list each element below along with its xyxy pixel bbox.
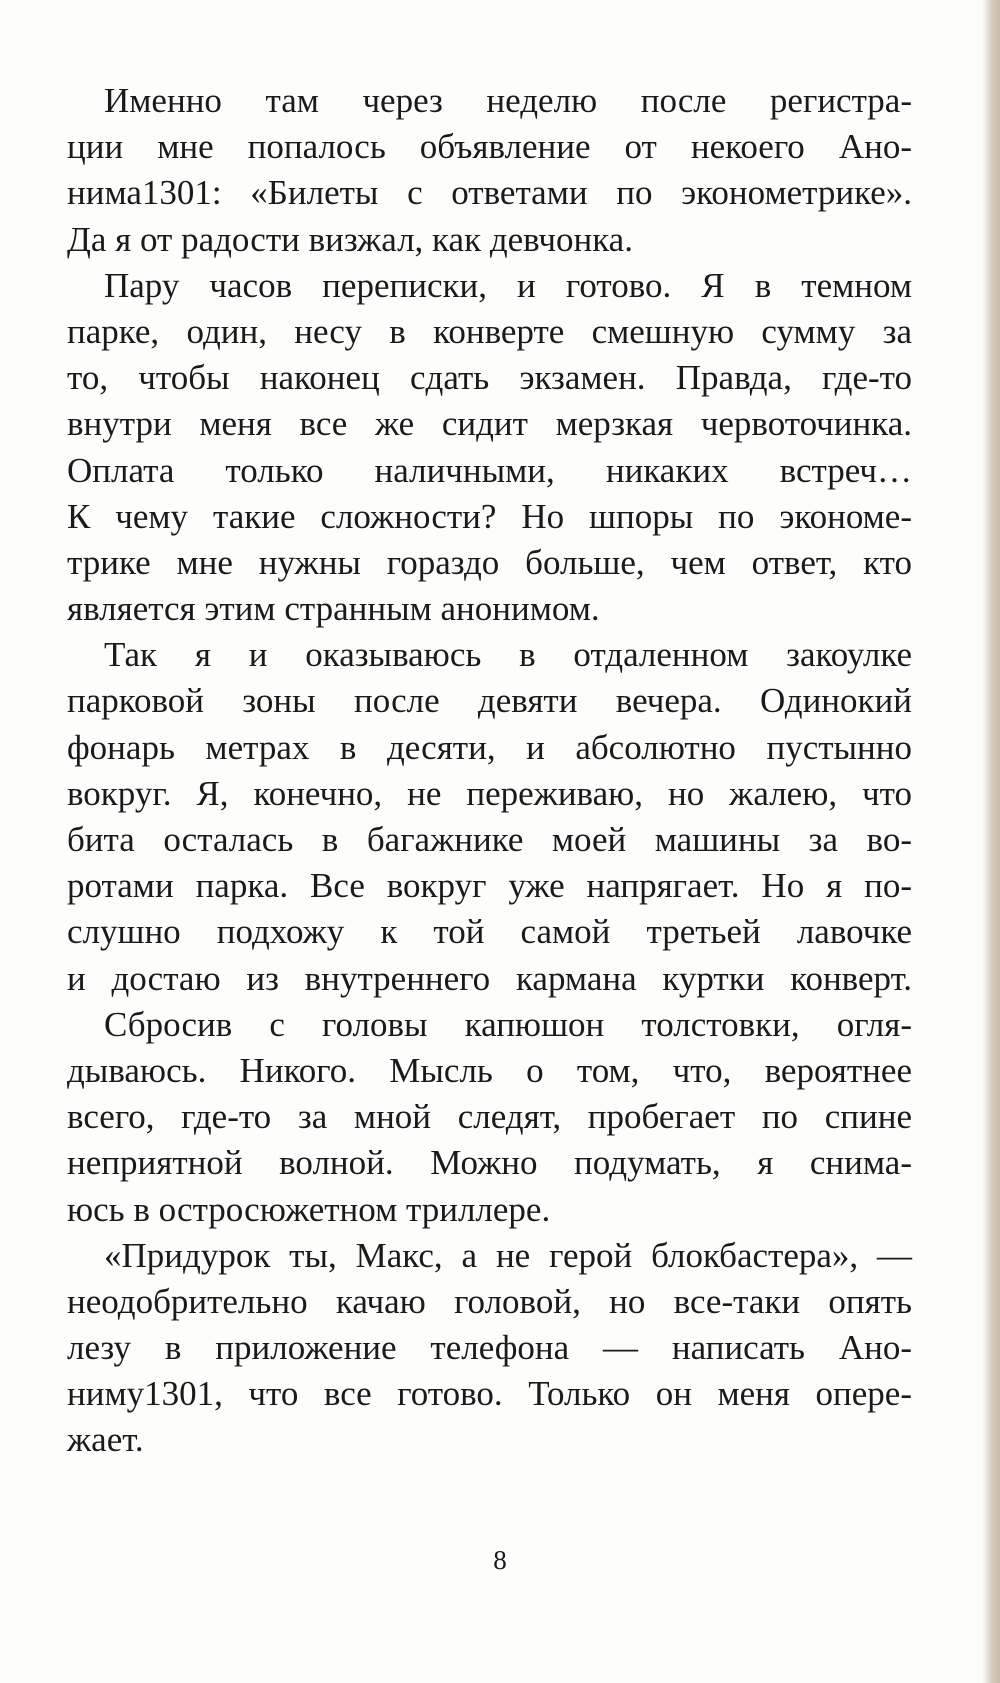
- page-edge-shadow: [982, 0, 1000, 1683]
- text-line: юсь в остросюжетном триллере.: [67, 1189, 551, 1229]
- text-line: всего, где-то за мной следят, пробегает по спине: [67, 1097, 912, 1137]
- text-line: ниму1301, что все готово. Только он меня опере-: [67, 1374, 912, 1414]
- text-line: Да я от радости визжал, как девчонка.: [67, 219, 633, 259]
- text-line: ротами парка. Все вокруг уже напрягает. Но я по-: [67, 866, 912, 906]
- text-line: «Придурок ты, Макс, а не герой блокбастера», —: [104, 1235, 912, 1275]
- text-line: Оплата только наличными, никаких встреч…: [67, 450, 912, 490]
- text-line: трике мне нужны гораздо больше, чем ответ, кто: [67, 542, 912, 582]
- text-line: фонарь метрах в десяти, и абсолютно пустынно: [67, 727, 912, 767]
- text-line: неприятной волной. Можно подумать, я снима-: [67, 1143, 912, 1183]
- text-line: нима1301: «Билеты с ответами по эконометрике».: [67, 173, 912, 213]
- paragraph-4: [67, 1002, 912, 1233]
- text-line: неодобрительно качаю головой, но все-таки опять: [67, 1281, 912, 1321]
- text-line: внутри меня все же сидит мерзкая червоточинка.: [67, 404, 912, 444]
- text-line: ции мне попалось объявление от некоего Ано-: [67, 127, 912, 167]
- text-line: вокруг. Я, конечно, не переживаю, но жалею, что: [67, 773, 912, 813]
- text-line: жает.: [67, 1420, 144, 1460]
- text-line: парковой зоны после девяти вечера. Одинокий: [67, 681, 912, 721]
- page-number: 8: [493, 1545, 507, 1575]
- paragraph-5: [67, 1233, 912, 1464]
- text-line: К чему такие сложности? Но шпоры по экономе-: [67, 496, 912, 536]
- text-line: Сбросив с головы капюшон толстовки, огля-: [104, 1004, 912, 1044]
- text-line: слушно подхожу к той самой третьей лавочке: [67, 912, 912, 952]
- paragraph-3: [67, 632, 912, 1002]
- paragraph-1: [67, 78, 912, 263]
- text-line: Так я и оказываюсь в отдаленном закоулке: [104, 635, 912, 675]
- body-text: [67, 78, 912, 1464]
- text-line: Пару часов переписки, и готово. Я в темном: [104, 265, 912, 305]
- text-line: парке, один, несу в конверте смешную сумму за: [67, 311, 912, 351]
- text-line: является этим странным анонимом.: [67, 589, 600, 629]
- text-line: и достаю из внутреннего кармана куртки конверт.: [67, 958, 912, 998]
- text-line: то, чтобы наконец сдать экзамен. Правда, где-то: [67, 358, 912, 398]
- text-line: Именно там через неделю после регистра-: [104, 81, 912, 120]
- text-line: бита осталась в багажнике моей машины за во-: [67, 820, 912, 859]
- paragraph-2: [67, 263, 912, 633]
- text-line: лезу в приложение телефона — написать Ано-: [67, 1328, 912, 1368]
- text-line: дываюсь. Никого. Мысль о том, что, вероятнее: [67, 1050, 912, 1090]
